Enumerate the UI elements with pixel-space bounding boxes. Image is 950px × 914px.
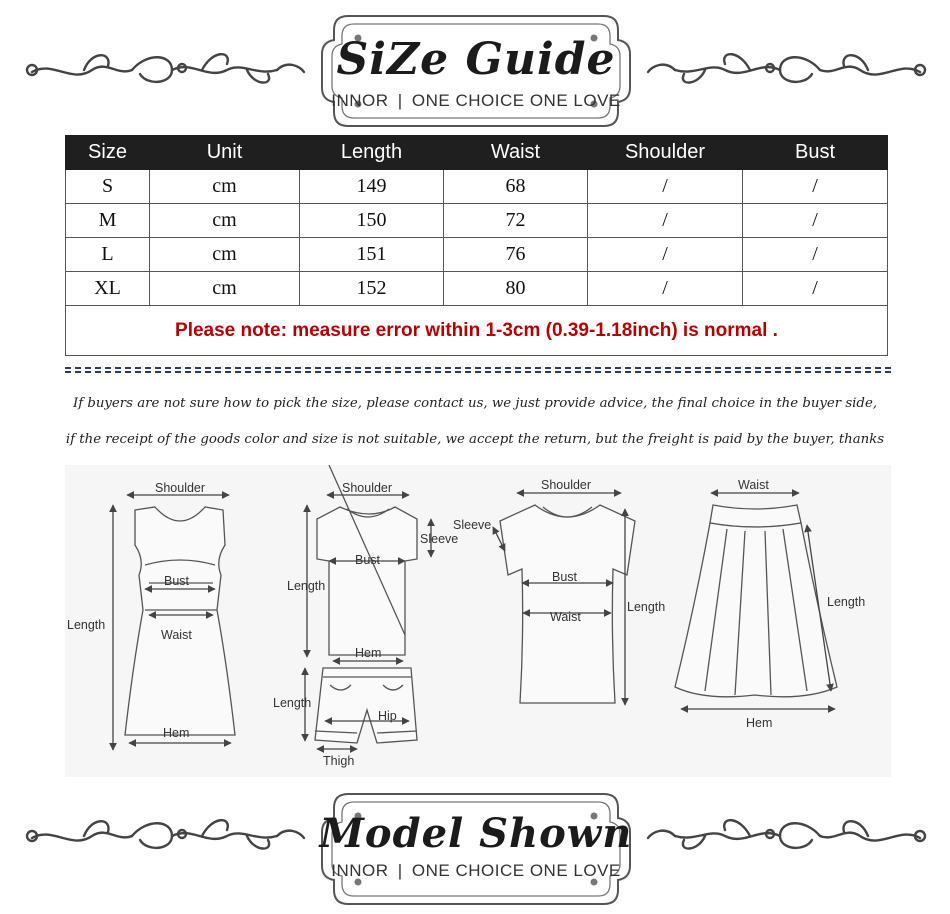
note-row — [66, 306, 888, 356]
dress-shoulder-label: Shoulder — [155, 481, 206, 495]
col-header-bust: Bust — [743, 136, 888, 170]
cell-length: 149 — [300, 170, 444, 204]
table-row — [66, 204, 888, 238]
slogan: ONE CHOICE ONE LOVE — [411, 861, 621, 880]
cell-unit: cm — [150, 170, 300, 204]
advice-line-2: if the receipt of the goods color and size is not suitable, we accept the return, but the freight is paid by the buyer, thanks — [65, 432, 885, 447]
cell-size: M — [66, 204, 150, 238]
blouse-shoulder-label: Shoulder — [541, 478, 592, 492]
shorts-diagram — [305, 668, 417, 749]
skirt-waist-label: Waist — [738, 478, 769, 492]
blouse-sleeve-label: Sleeve — [453, 518, 492, 532]
cell-waist: 80 — [444, 272, 588, 306]
tshirt-bust-label: Bust — [355, 553, 381, 567]
size-guide-plaque — [318, 12, 634, 130]
brand-name: INNOR — [331, 91, 389, 110]
cell-unit: cm — [150, 272, 300, 306]
model-shown-title: Model Shown — [319, 810, 633, 857]
shorts-length-label: Length — [273, 696, 312, 710]
shorts-hip-label: Hip — [378, 709, 397, 723]
left-flourish-icon — [22, 806, 312, 866]
size-guide-title: SiZe Guide — [336, 34, 616, 85]
size-chart-table — [65, 135, 888, 356]
table-header-row — [66, 136, 888, 170]
skirt-hem-label: Hem — [746, 716, 773, 730]
blouse-waist-label: Waist — [550, 610, 581, 624]
skirt-diagram — [675, 493, 837, 709]
table-row — [66, 238, 888, 272]
tshirt-sleeve-label: Sleeve — [420, 532, 459, 546]
cell-shoulder: / — [588, 272, 743, 306]
dress-waist-label: Waist — [161, 628, 192, 642]
slogan: ONE CHOICE ONE LOVE — [411, 91, 621, 110]
cell-bust: / — [743, 238, 888, 272]
cell-waist: 76 — [444, 238, 588, 272]
tshirt-length-label: Length — [287, 579, 326, 593]
cell-bust: / — [743, 272, 888, 306]
cell-waist: 72 — [444, 204, 588, 238]
cell-length: 151 — [300, 238, 444, 272]
model-shown-plaque — [318, 790, 634, 908]
skirt-length-label: Length — [827, 595, 866, 609]
cell-bust: / — [743, 204, 888, 238]
right-flourish-icon — [640, 806, 930, 866]
dress-diagram — [113, 495, 235, 750]
size-guide-banner — [0, 10, 950, 140]
advice-line-1: If buyers are not sure how to pick the size, please contact us, we just provide advice, the final choice in the buyer side, — [72, 396, 878, 411]
dress-hem-label: Hem — [163, 726, 190, 740]
col-header-waist: Waist — [444, 136, 588, 170]
cell-length: 150 — [300, 204, 444, 238]
size-guide-tagline: INNOR | ONE CHOICE ONE LOVE — [331, 91, 621, 110]
cell-unit: cm — [150, 238, 300, 272]
cell-shoulder: / — [588, 238, 743, 272]
dashed-divider — [65, 367, 891, 373]
cell-size: S — [66, 170, 150, 204]
shorts-thigh-label: Thigh — [323, 754, 355, 768]
model-shown-tagline: INNOR | ONE CHOICE ONE LOVE — [331, 861, 621, 880]
cell-size: XL — [66, 272, 150, 306]
cell-shoulder: / — [588, 204, 743, 238]
brand-name: INNOR — [331, 861, 389, 880]
tshirt-shoulder-label: Shoulder — [342, 481, 393, 495]
dress-bust-label: Bust — [164, 574, 190, 588]
col-header-length: Length — [300, 136, 444, 170]
right-flourish-icon — [640, 40, 930, 100]
col-header-shoulder: Shoulder — [588, 136, 743, 170]
blouse-diagram — [493, 493, 635, 705]
cell-size: L — [66, 238, 150, 272]
measurement-diagrams — [65, 465, 891, 777]
left-flourish-icon — [22, 40, 312, 100]
table-row — [66, 170, 888, 204]
cell-shoulder: / — [588, 170, 743, 204]
cell-bust: / — [743, 170, 888, 204]
blouse-bust-label: Bust — [552, 570, 578, 584]
dress-length-label: Length — [67, 618, 106, 632]
tshirt-hem-label: Hem — [355, 646, 382, 660]
table-row — [66, 272, 888, 306]
cell-waist: 68 — [444, 170, 588, 204]
model-shown-banner — [0, 782, 950, 912]
cell-length: 152 — [300, 272, 444, 306]
cell-unit: cm — [150, 204, 300, 238]
blouse-length-label: Length — [627, 600, 666, 614]
measure-error-note: Please note: measure error within 1-3cm (0.39-1.18inch) is normal . — [66, 306, 888, 356]
col-header-unit: Unit — [150, 136, 300, 170]
col-header-size: Size — [66, 136, 150, 170]
